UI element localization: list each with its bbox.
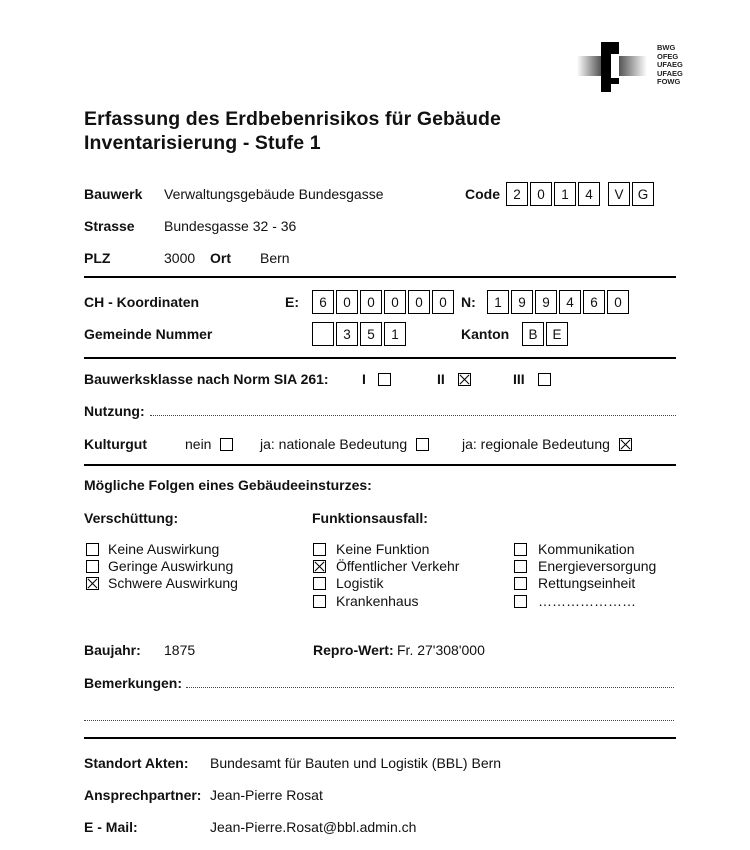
plz-value: 3000 bbox=[164, 250, 196, 266]
email-link[interactable]: Jean-Pierre.Rosat@bbl.admin.ch bbox=[210, 819, 417, 835]
e-coordinate-label: E: bbox=[285, 294, 299, 310]
n-coordinate-boxes bbox=[487, 290, 631, 314]
funktion-option-label: Energieversorgung bbox=[538, 558, 657, 574]
verschuettung-heading: Verschüttung: bbox=[84, 510, 179, 526]
bemerkungen-label: Bemerkungen: bbox=[84, 675, 183, 691]
email-label: E - Mail: bbox=[84, 819, 138, 835]
e-digit: 0 bbox=[432, 290, 454, 314]
funktion-checkbox[interactable] bbox=[313, 543, 326, 556]
code-digit: 4 bbox=[578, 182, 600, 206]
klasse-ii-checkbox[interactable] bbox=[458, 373, 471, 386]
code-letter: G bbox=[632, 182, 654, 206]
page-title: Erfassung des Erdbebenrisikos für Gebäude bbox=[84, 108, 501, 130]
bauwerksklasse-label: Bauwerksklasse nach Norm SIA 261: bbox=[84, 371, 329, 387]
e-digit: 0 bbox=[336, 290, 358, 314]
e-coordinate-boxes bbox=[312, 290, 456, 314]
ort-label: Ort bbox=[210, 250, 231, 266]
divider bbox=[84, 276, 676, 278]
ort-value: Bern bbox=[260, 250, 290, 266]
verschuettung-option-label: Geringe Auswirkung bbox=[108, 558, 234, 574]
funktion-option-label: Krankenhaus bbox=[336, 593, 419, 609]
divider bbox=[84, 357, 676, 359]
n-digit: 4 bbox=[559, 290, 581, 314]
verschuettung-checkbox[interactable] bbox=[86, 577, 99, 590]
bauwerk-value: Verwaltungsgebäude Bundesgasse bbox=[164, 186, 384, 202]
funktion-option-label: Öffentlicher Verkehr bbox=[336, 558, 460, 574]
verschuettung-checkbox[interactable] bbox=[86, 560, 99, 573]
funktion-checkbox[interactable] bbox=[313, 577, 326, 590]
klasse-option-label: I bbox=[362, 371, 366, 387]
divider bbox=[84, 464, 676, 466]
kulturgut-regional-checkbox[interactable] bbox=[619, 438, 632, 451]
baujahr-value: 1875 bbox=[164, 642, 196, 658]
kanton-label: Kanton bbox=[461, 326, 510, 342]
code-digit-boxes bbox=[506, 182, 602, 206]
verschuettung-option-label: Keine Auswirkung bbox=[108, 541, 220, 557]
strasse-label: Strasse bbox=[84, 218, 135, 234]
funktion-option-label: Rettungseinheit bbox=[538, 575, 636, 591]
kulturgut-label: Kulturgut bbox=[84, 436, 147, 452]
kulturgut-option-label: nein bbox=[185, 436, 212, 452]
code-digit: 2 bbox=[506, 182, 528, 206]
verschuettung-checkbox[interactable] bbox=[86, 543, 99, 556]
funktion-checkbox[interactable] bbox=[514, 543, 527, 556]
nutzung-label: Nutzung: bbox=[84, 403, 145, 419]
klasse-i-checkbox[interactable] bbox=[378, 373, 391, 386]
bauwerk-label: Bauwerk bbox=[84, 186, 143, 202]
baujahr-label: Baujahr: bbox=[84, 642, 141, 658]
standort-label: Standort Akten: bbox=[84, 755, 189, 771]
strasse-value: Bundesgasse 32 - 36 bbox=[164, 218, 297, 234]
klasse-iii-checkbox[interactable] bbox=[538, 373, 551, 386]
gemeinde-boxes bbox=[312, 322, 408, 346]
n-digit: 6 bbox=[583, 290, 605, 314]
bwg-logo-icon bbox=[575, 40, 655, 94]
bemerkungen-input-line-2[interactable] bbox=[84, 720, 674, 721]
klasse-option-label: II bbox=[437, 371, 445, 387]
code-label: Code bbox=[465, 186, 500, 202]
kanton-letter: E bbox=[546, 322, 568, 346]
n-digit: 9 bbox=[535, 290, 557, 314]
n-digit: 9 bbox=[511, 290, 533, 314]
repro-value: Fr. 27'308'000 bbox=[397, 642, 485, 658]
funktion-option-label: Logistik bbox=[336, 575, 384, 591]
bemerkungen-input-line[interactable] bbox=[186, 687, 674, 688]
funktionsausfall-heading: Funktionsausfall: bbox=[312, 510, 428, 526]
funktion-checkbox[interactable] bbox=[313, 560, 326, 573]
code-letter-boxes bbox=[608, 182, 656, 206]
funktion-option-label: Kommunikation bbox=[538, 541, 635, 557]
plz-label: PLZ bbox=[84, 250, 111, 266]
funktion-option-label: Keine Funktion bbox=[336, 541, 430, 557]
funktion-option-label: ………………… bbox=[538, 593, 636, 609]
repro-label: Repro-Wert: bbox=[313, 642, 394, 658]
koordinaten-label: CH - Koordinaten bbox=[84, 294, 200, 310]
klasse-option-label: III bbox=[513, 371, 525, 387]
kulturgut-nein-checkbox[interactable] bbox=[220, 438, 233, 451]
gemeinde-digit bbox=[312, 322, 334, 346]
gemeinde-digit: 5 bbox=[360, 322, 382, 346]
kulturgut-option-label: ja: regionale Bedeutung bbox=[462, 436, 610, 452]
code-digit: 0 bbox=[530, 182, 552, 206]
page-subtitle: Inventarisierung - Stufe 1 bbox=[84, 132, 321, 154]
folgen-heading: Mögliche Folgen eines Gebäudeeinsturzes: bbox=[84, 477, 372, 493]
ansprechpartner-value: Jean-Pierre Rosat bbox=[210, 787, 323, 803]
verschuettung-option-label: Schwere Auswirkung bbox=[108, 575, 238, 591]
ansprechpartner-label: Ansprechpartner: bbox=[84, 787, 202, 803]
code-letter: V bbox=[608, 182, 630, 206]
kulturgut-national-checkbox[interactable] bbox=[416, 438, 429, 451]
n-digit: 1 bbox=[487, 290, 509, 314]
divider bbox=[84, 737, 676, 739]
code-digit: 1 bbox=[554, 182, 576, 206]
e-digit: 6 bbox=[312, 290, 334, 314]
e-digit: 0 bbox=[360, 290, 382, 314]
n-coordinate-label: N: bbox=[461, 294, 476, 310]
gemeinde-digit: 3 bbox=[336, 322, 358, 346]
n-digit: 0 bbox=[607, 290, 629, 314]
kulturgut-option-label: ja: nationale Bedeutung bbox=[260, 436, 408, 452]
kanton-boxes bbox=[522, 322, 570, 346]
e-digit: 0 bbox=[384, 290, 406, 314]
standort-value: Bundesamt für Bauten und Logistik (BBL) Bern bbox=[210, 755, 502, 771]
logo-text: BWG OFEG UFAEG UFAEG FOWG bbox=[657, 43, 683, 87]
funktion-checkbox[interactable] bbox=[514, 595, 527, 608]
nutzung-input-line[interactable] bbox=[150, 415, 676, 416]
funktion-checkbox[interactable] bbox=[313, 595, 326, 608]
kanton-letter: B bbox=[522, 322, 544, 346]
e-digit: 0 bbox=[408, 290, 430, 314]
gemeinde-digit: 1 bbox=[384, 322, 406, 346]
funktion-checkbox[interactable] bbox=[514, 560, 527, 573]
gemeinde-label: Gemeinde Nummer bbox=[84, 326, 213, 342]
funktion-checkbox[interactable] bbox=[514, 577, 527, 590]
